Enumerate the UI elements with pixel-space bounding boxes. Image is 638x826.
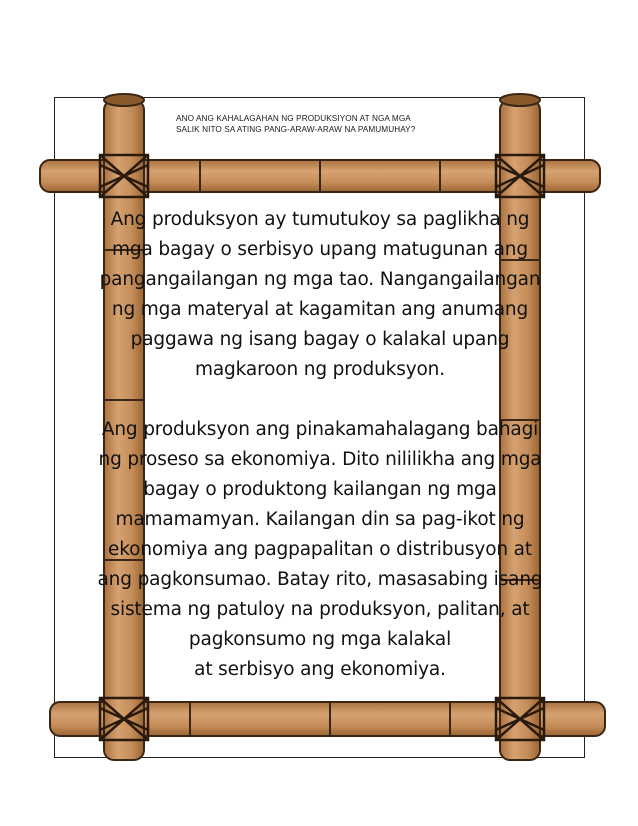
- document-body: [60, 205, 580, 685]
- document-title: [176, 114, 476, 135]
- text-line: ng proseso sa ekonomiya. Dito nililikha ang mga: [98, 449, 542, 470]
- paragraph-gap: [60, 385, 580, 415]
- title-line: SALIK NITO SA ATING PANG-ARAW-ARAW NA PAMUMUHAY?: [176, 124, 416, 134]
- text-line: bagay o produktong kailangan ng mga: [143, 479, 497, 500]
- paragraph-2: [60, 415, 580, 685]
- text-line: ekonomiya ang pagpapalitan o distribusyon at: [108, 539, 532, 560]
- text-line: pagkonsumo ng mga kalakal: [188, 629, 452, 650]
- text-line: Ang produksyon ang pinakamahalagang bahagi: [101, 419, 539, 440]
- paragraph-1: [60, 205, 580, 385]
- text-line: at serbisyo ang ekonomiya.: [194, 659, 446, 680]
- text-line: ang pagkonsumao. Batay rito, masasabing isang: [97, 569, 543, 590]
- text-line: mamamamyan. Kailangan din sa pag-ikot ng: [115, 509, 525, 530]
- text-line: sistema ng patuloy na produksyon, palitan, at: [110, 599, 530, 620]
- text-line: ng mga materyal at kagamitan ang anumang: [111, 299, 529, 320]
- text-line: Ang produksyon ay tumutukoy sa paglikha ng: [110, 209, 530, 230]
- text-line: paggawa ng isang bagay o kalakal upang: [130, 329, 510, 350]
- text-line: mga bagay o serbisyo upang matugunan ang: [112, 239, 528, 260]
- text-line: pangangailangan ng mga tao. Nangangailangan: [99, 269, 541, 290]
- text-line: magkaroon ng produksyon.: [195, 359, 445, 380]
- title-line: ANO ANG KAHALAGAHAN NG PRODUKSIYON AT NGA MGA: [176, 114, 411, 123]
